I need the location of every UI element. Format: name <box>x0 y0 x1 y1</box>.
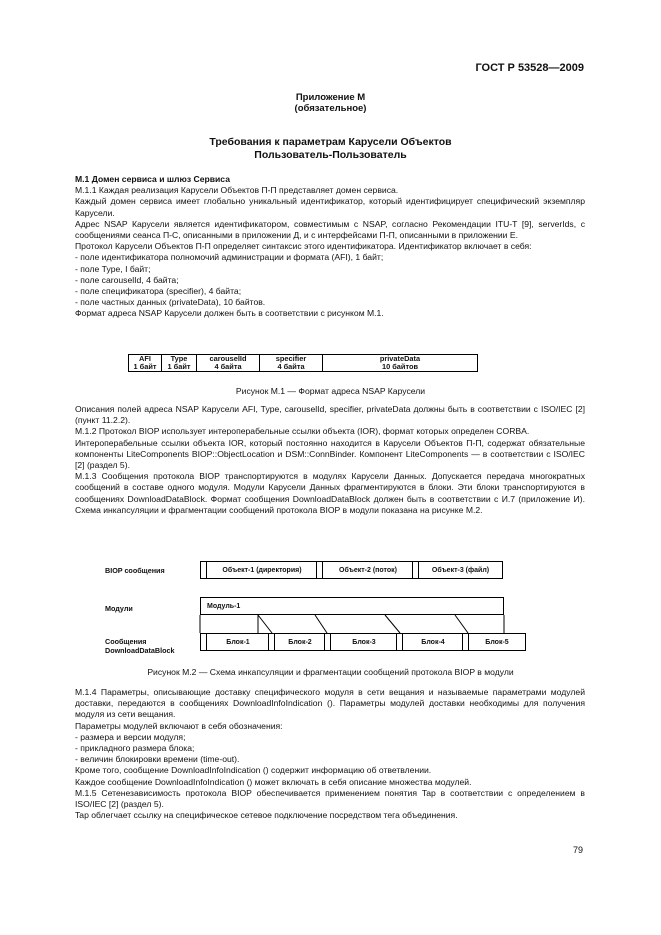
title-line-2: Пользователь-Пользователь <box>254 149 407 161</box>
field-cell: carouselId 4 байта <box>197 355 260 372</box>
section-2 <box>75 687 585 821</box>
appendix-title: Приложение М <box>295 92 366 103</box>
nsap-format-table <box>128 354 478 372</box>
field-cell: specifier 4 байта <box>260 355 323 372</box>
section-1b <box>75 404 585 516</box>
encapsulation-diagram <box>100 557 530 665</box>
list-item: - поле Type, I байт; <box>75 263 151 274</box>
paragraph: Каждый домен сервиса имеет глобально уникальный идентификатор, который идентифицирует специфический экземпляр Карусели. <box>75 196 585 218</box>
list-item: - поле carouselId, 4 байта; <box>75 274 179 285</box>
paragraph: Параметры модулей включают в себя обозначения: <box>75 720 283 731</box>
appendix-status: (обязательное) <box>294 103 367 114</box>
paragraph: Протокол Карусели Объектов П-П определяет синтаксис этого идентификатора. Идентификатор включает в себя: <box>75 241 532 252</box>
document-title <box>0 136 661 162</box>
paragraph: Описания полей адреса NSAP Карусели AFI, Type, carouselId, specifier, privateData должны быть в соответствии с ISO/IEC [2] (пункт 11.2.2). <box>75 404 585 426</box>
field-cell: AFI 1 байт <box>129 355 162 372</box>
paragraph: Tap облегчает ссылку на специфическое сетевое подключение посредством тега объединения. <box>75 810 458 821</box>
paragraph: Каждое сообщение DownloadInfoIndication () может включать в себя описание множества модулей. <box>75 776 472 787</box>
object-1-cell: Объект-1 (директория) <box>206 561 318 579</box>
module-1-cell: Модуль-1 <box>200 597 504 615</box>
block-2-cell: Блок-2 <box>274 633 326 651</box>
paragraph: М.1.4 Параметры, описывающие доставку специфического модуля в сети вещания и называемые параметрами модулей доставки, передаются в сообщениях DownloadInfoIndication (). Параметры модулей доставки необходимы для получения модуля из сети вещания. <box>75 687 585 720</box>
paragraph: Формат адреса NSAP Карусели должен быть в соответствии с рисунком М.1. <box>75 308 384 319</box>
paragraph: М.1.2 Протокол BIOP использует интероперабельные ссылки объекта (IOR), формат которых определен CORBA. <box>75 426 530 437</box>
list-item: - поле частных данных (privateData), 10 байтов. <box>75 297 266 308</box>
figure-1-caption: Рисунок М.1 — Формат адреса NSAP Карусели <box>235 386 426 396</box>
paragraph: Адрес NSAP Карусели является идентификатором, совместимым с NSAP, согласно Рекомендации ITU-T [9], serverIds, с сообщениями сеанса П-С, описанными в приложении Д, и с интерфейсами П-П, описанными в приложении Е. <box>75 218 585 241</box>
block-4-cell: Блок-4 <box>402 633 464 651</box>
label-biop-messages: BIOP сообщения <box>105 566 165 575</box>
field-cell: privateData 10 байтов <box>323 355 478 372</box>
object-2-cell: Объект-2 (поток) <box>322 561 414 579</box>
list-item: - поле идентификатора полномочий администрации и формата (AFI), 1 байт; <box>75 252 384 263</box>
block-3-cell: Блок-3 <box>330 633 398 651</box>
paragraph: М.1.1 Каждая реализация Карусели Объектов П-П представляет домен сервиса. <box>75 185 399 196</box>
label-ddb: Сообщения DownloadDataBlock <box>105 637 175 655</box>
section-1 <box>75 174 585 320</box>
list-item: - поле спецификатора (specifier), 4 байта; <box>75 286 242 297</box>
label-modules: Модули <box>105 604 133 613</box>
paragraph: Кроме того, сообщение DownloadInfoIndication () содержит информацию об ответвлении. <box>75 765 432 776</box>
object-3-cell: Объект-3 (файл) <box>418 561 503 579</box>
field-cell: Type 1 байт <box>162 355 197 372</box>
page-number: 79 <box>572 845 583 855</box>
paragraph: Интероперабельные ссылки объекта IOR, который постоянно находится в Карусели Объектов П-П, содержат обязательные компоненты LiteComponents BIOP::ObjectLocation и DSM::ConnBinder. Компонент LiteComponents — в соответствии с ISO/IEC [2] (раздел 5). <box>75 437 585 471</box>
list-item: - прикладного размера блока; <box>75 743 195 754</box>
list-item: - величин блокировки времени (time-out). <box>75 754 240 765</box>
list-item: - размера и версии модуля; <box>75 731 186 742</box>
appendix-heading <box>0 92 661 114</box>
block-1-cell: Блок-1 <box>206 633 270 651</box>
figure-2-caption: Рисунок М.2 — Схема инкапсуляции и фрагментации сообщений протокола BIOP в модули <box>147 667 514 677</box>
paragraph: М.1.3 Сообщения протокола BIOP транспортируются в модулях Карусели Данных. Допускается передача многократных сообщений в составе одного модуля. Модули Карусели Данных фрагментируются в блоки. Эти блоки транспортируются в сообщениях DownloadDataBlock. Формат сообщения DownloadDataBlock должен быть в соответствии с И.7 (приложение И). Схема инкапсуляции и фрагментации сообщений протокола BIOP в модули показана на рисунке М.2. <box>75 471 585 515</box>
section-heading: М.1 Домен сервиса и шлюз Сервиса <box>75 174 230 184</box>
standard-number: ГОСТ Р 53528—2009 <box>475 62 584 74</box>
block-5-cell: Блок-5 <box>468 633 526 651</box>
paragraph: М.1.5 Сетенезависимость протокола BIOP обеспечивается применением понятия Tap в соответствии с определением в ISO/IEC [2] (раздел 5). <box>75 787 585 810</box>
title-line-1: Требования к параметрам Карусели Объектов <box>209 136 452 148</box>
